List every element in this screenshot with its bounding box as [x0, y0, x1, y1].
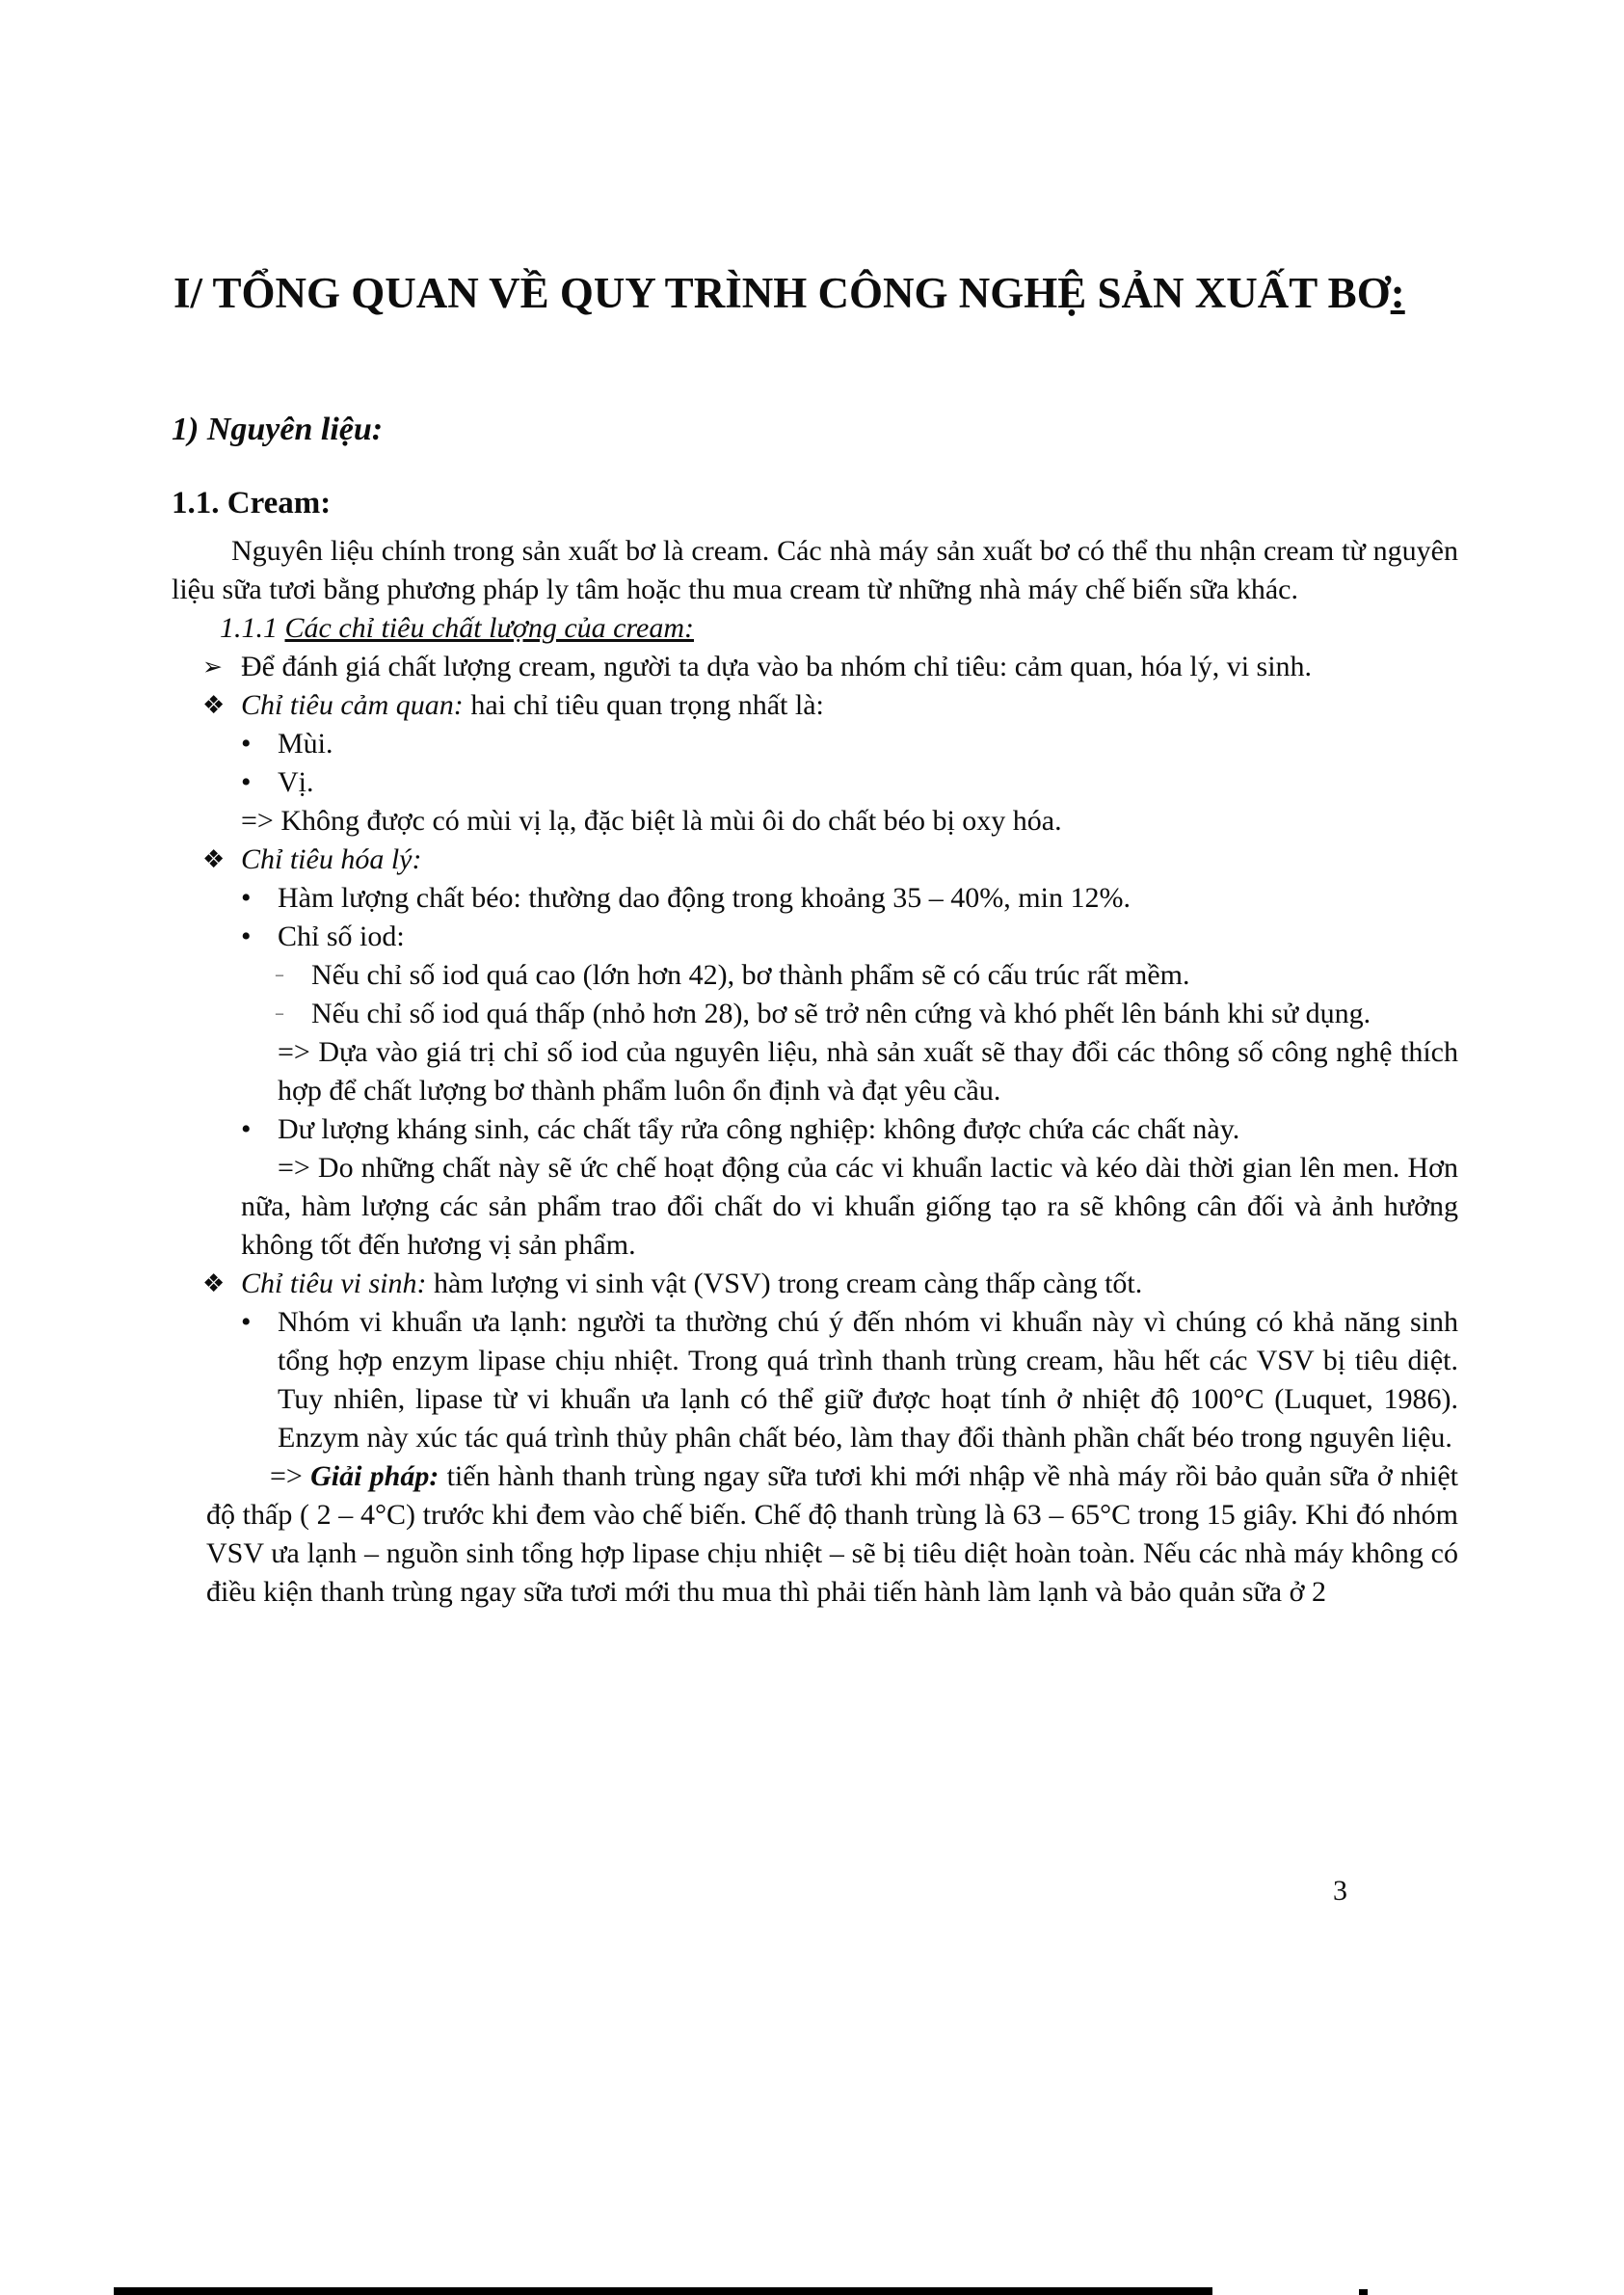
list-item-text: Chỉ số iod:	[278, 921, 405, 952]
list-item-cam-quan	[172, 686, 1458, 725]
list-item-vi	[172, 763, 1458, 802]
heading-chi-tieu-chat-luong	[220, 609, 1458, 648]
page-bottom-rule-fragment	[1359, 2289, 1368, 2295]
page-title-text: I/ TỔNG QUAN VỀ QUY TRÌNH CÔNG NGHỆ SẢN XUẤT BƠ	[173, 269, 1391, 317]
heading-label: Các chỉ tiêu chất lượng của cream:	[284, 612, 694, 644]
round-bullet-icon: •	[241, 1113, 252, 1145]
note-khang-sinh: => Do những chất này sẽ ức chế hoạt động của các vi khuẩn lactic và kéo dài thời gian lên men. Hơn nữa, hàm lượng các sản phẩm trao đổi chất do vi khuẩn giống tạo ra sẽ không cân đối và ảnh hưởng không tốt đến hương vị sản phẩm.	[241, 1152, 1458, 1261]
giai-phap-text: tiến hành thanh trùng ngay sữa tươi khi mới nhập về nhà máy rồi bảo quản sữa ở nhiệt độ thấp ( 2 – 4°C) trước khi đem vào chế biến. Chế độ thanh trùng là 63 – 65°C trong 15 giây. Khi đó nhóm VSV ưa lạnh – nguồn sinh tổng hợp lipase chịu nhiệt – sẽ bị tiêu diệt hoàn toàn. Nếu các nhà máy không có điều kiện thanh trùng ngay sữa tươi mới thu mua thì phải tiến hành làm lạnh và bảo quản sữa ở 2	[206, 1460, 1458, 1608]
intro-paragraph: Nguyên liệu chính trong sản xuất bơ là cream. Các nhà máy sản xuất bơ có thể thu nhận cream từ nguyên liệu sữa tươi bằng phương pháp ly tâm hoặc thu mua cream từ những nhà máy chế biến sữa khác.	[172, 535, 1458, 605]
dash-bullet-icon: –	[276, 967, 283, 983]
list-item-text: Vị.	[278, 766, 314, 798]
note-cam-quan: => Không được có mùi vị lạ, đặc biệt là mùi ôi do chất béo bị oxy hóa.	[241, 805, 1062, 837]
round-bullet-icon: •	[241, 882, 252, 914]
list-item-ham-luong-chat-beo	[172, 879, 1458, 918]
list-item-iod-thap	[172, 995, 1458, 1033]
list-item-text: Hàm lượng chất béo: thường dao động trong khoảng 35 – 40%, min 12%.	[278, 882, 1131, 914]
page-title	[173, 268, 1458, 318]
round-bullet-icon: •	[241, 766, 252, 798]
diamond-bullet-icon: ❖	[202, 691, 226, 720]
page-number: 3	[1333, 1875, 1347, 1907]
list-item-text	[241, 1265, 1458, 1303]
list-item-text: Nếu chỉ số iod quá cao (lớn hơn 42), bơ thành phẩm sẽ có cấu trúc rất mềm.	[311, 959, 1190, 991]
heading-number: 1.1.1	[220, 612, 278, 644]
note-giai-phap	[206, 1457, 1458, 1612]
giai-phap-label: Giải pháp:	[310, 1460, 439, 1492]
arrow-bullet-icon: ➢	[202, 653, 223, 680]
page-title-colon: :	[1390, 269, 1405, 317]
heading-cream: 1.1. Cream:	[172, 486, 332, 520]
note-prefix: =>	[270, 1460, 311, 1492]
heading-nguyen-lieu: 1) Nguyên liệu:	[172, 412, 384, 447]
cam-quan-label: Chỉ tiêu cảm quan:	[241, 689, 464, 721]
cam-quan-text: hai chỉ tiêu quan trọng nhất là:	[463, 689, 824, 721]
list-item-hoa-ly	[172, 841, 1458, 879]
list-item-danh-gia	[172, 648, 1458, 686]
list-item-text: Để đánh giá chất lượng cream, người ta dựa vào ba nhóm chỉ tiêu: cảm quan, hóa lý, vi sinh.	[241, 651, 1313, 682]
list-item-vi-sinh	[172, 1265, 1458, 1303]
list-item-khang-sinh	[172, 1110, 1458, 1149]
list-item-vi-khuan-ua-lanh	[172, 1303, 1458, 1457]
diamond-bullet-icon: ❖	[202, 845, 226, 874]
vi-sinh-text: hàm lượng vi sinh vật (VSV) trong cream càng thấp càng tốt.	[426, 1268, 1143, 1299]
list-item-text: Nếu chỉ số iod quá thấp (nhỏ hơn 28), bơ sẽ trở nên cứng và khó phết lên bánh khi sử dụng.	[311, 998, 1371, 1029]
note-iod: => Dựa vào giá trị chỉ số iod của nguyên liệu, nhà sản xuất sẽ thay đổi các thông số công nghệ thích hợp để chất lượng bơ thành phẩm luôn ổn định và đạt yêu cầu.	[278, 1036, 1458, 1107]
round-bullet-icon: •	[241, 1306, 252, 1338]
round-bullet-icon: •	[241, 728, 252, 760]
vi-sinh-label: Chỉ tiêu vi sinh:	[241, 1268, 427, 1299]
diamond-bullet-icon: ❖	[202, 1269, 226, 1298]
page-bottom-rule	[114, 2287, 1212, 2295]
list-item-chi-so-iod	[172, 918, 1458, 956]
list-item-text: Nhóm vi khuẩn ưa lạnh: người ta thường chú ý đến nhóm vi khuẩn này vì chúng có khả năng sinh tổng hợp enzym lipase chịu nhiệt. Trong quá trình thanh trùng cream, hầu hết các VSV bị tiêu diệt. Tuy nhiên, lipase từ vi khuẩn ưa lạnh có thể giữ được hoạt tính ở nhiệt độ 100°C (Luquet, 1986). Enzym này xúc tác quá trình thủy phân chất béo, làm thay đổi thành phần chất béo trong nguyên liệu.	[278, 1306, 1458, 1454]
list-item-mui	[172, 725, 1458, 763]
list-item-text: Mùi.	[278, 728, 333, 760]
list-item-iod-cao	[172, 956, 1458, 995]
hoa-ly-label: Chỉ tiêu hóa lý:	[241, 843, 422, 875]
list-item-text	[241, 686, 1458, 725]
dash-bullet-icon: –	[276, 1005, 283, 1022]
round-bullet-icon: •	[241, 921, 252, 952]
page-content	[172, 0, 1458, 1612]
list-item-text: Dư lượng kháng sinh, các chất tẩy rửa công nghiệp: không được chứa các chất này.	[278, 1113, 1240, 1145]
